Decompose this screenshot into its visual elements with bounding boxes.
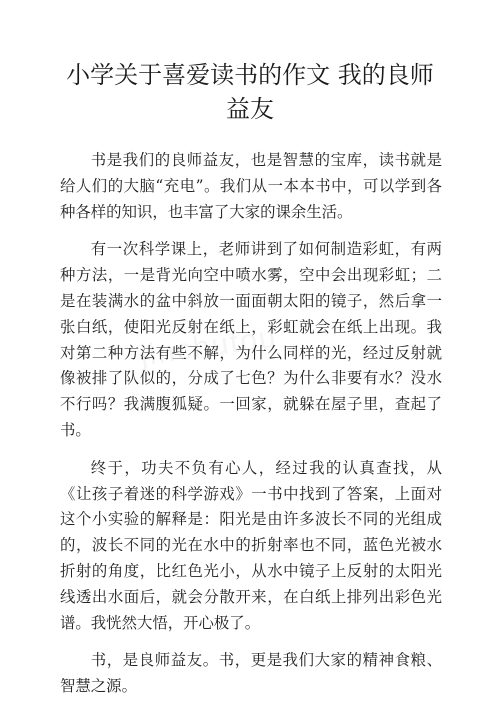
paragraph-2: 有一次科学课上，老师讲到了如何制造彩虹，有两种方法，一是背光向空中喷水雾，空中会出现彩虹；二是在装满水的盆中斜放一面面朝太阳的镜子，然后拿一张白纸，使阳光反射在纸上，彩虹就会在纸上出现。我对第二种方法有些不解，为什么同样的光，经过反射就像被排了队似的，分成了七色？为什么非要有水？没水不行吗？我满腹狐疑。一回家，就躲在屋子里，查起了书。	[60, 240, 442, 439]
paragraph-3: 终于，功夫不负有心人，经过我的认真查找，从《让孩子着迷的科学游戏》一书中找到了答案，上面对这个小实验的解释是：阳光是由许多波长不同的光组成的，波长不同的光在水中的折射率也不同，蓝色光被水折射的角度，比红色光小，从水中镜子上反射的太阳光线透出水面后，就会分散开来，在白纸上排列出彩色光谱。我恍然大悟，开心极了。	[60, 458, 442, 632]
document-title: 小学关于喜爱读书的作文 我的良师益友	[66, 61, 434, 123]
paragraph-4: 书，是良师益友。书，更是我们大家的精神食粮、智慧之源。	[60, 651, 442, 696]
paragraph-1: 书是我们的良师益友，也是智慧的宝库，读书就是给人们的大脑“充电”。我们从一本本书中，可以学到各种各样的知识，也丰富了大家的课余生活。	[60, 151, 442, 221]
document-body	[60, 148, 442, 712]
